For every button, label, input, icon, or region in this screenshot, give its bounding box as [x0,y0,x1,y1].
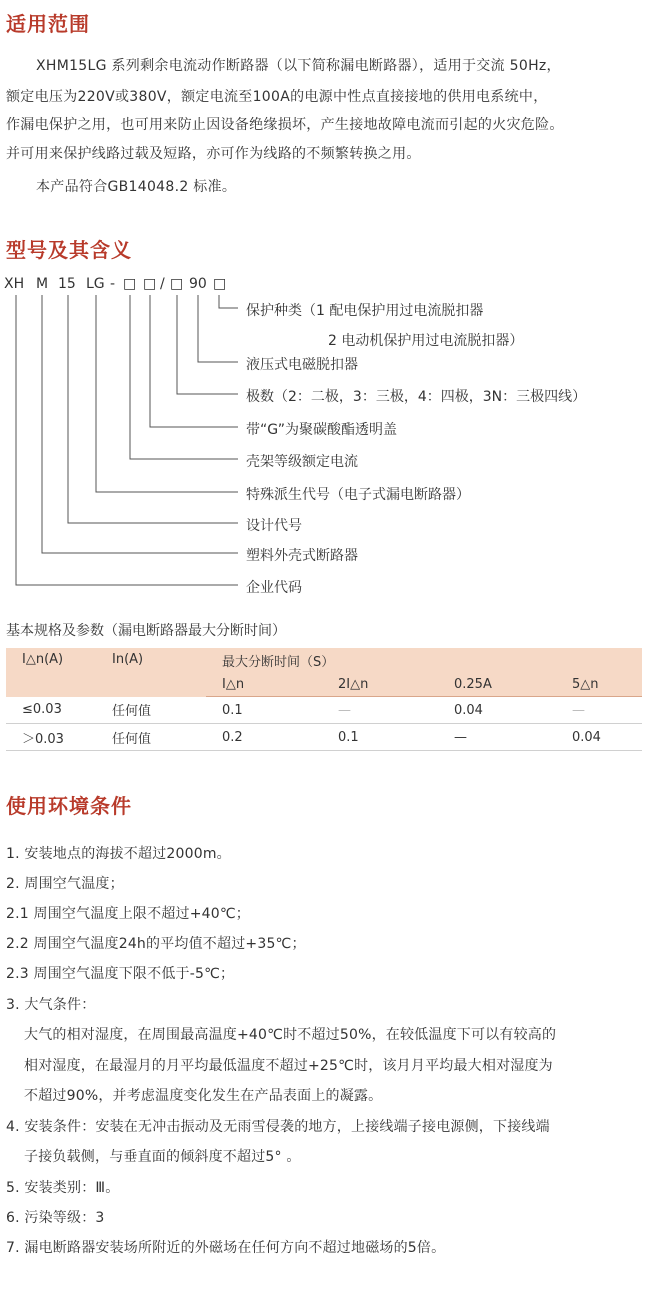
scope-line-1: XHM15LG 系列剩余电流动作断路器（以下简称漏电断路器），适用于交流 50Hz， [36,58,561,74]
env-line-2-3: 2.3 周围空气温度下限不低于-5℃； [6,966,235,982]
meaning-special-derivative: 特殊派生代号（电子式漏电断路器） [246,487,470,503]
col-header-max-break-time: 最大分断时间（S） [206,648,642,672]
sub-header-5dn: 5△n [556,672,642,697]
scope-line-3: 作漏电保护之用，也可用来防止因设备绝缘损坏，产生接地故障电流而引起的火灾危险。 [6,117,564,133]
cell-value: 0.04 [438,697,556,724]
sub-header-idn: I△n [206,672,322,697]
code-part-box-2: □ [143,276,157,292]
model-heading: 型号及其含义 [6,238,132,262]
env-line-3-c: 不超过90%，并考虑温度变化发生在产品表面上的凝露。 [24,1088,383,1104]
cell-idn: ＞0.03 [6,724,96,751]
code-part-90: 90 [189,276,207,292]
cell-value: 0.04 [556,724,642,751]
table-row [6,697,642,724]
code-part-box-4: □ [213,276,227,292]
spec-table-caption: 基本规格及参数（漏电断路器最大分断时间） [6,623,286,639]
cell-in: 任何值 [96,697,206,724]
scope-heading: 适用范围 [6,12,90,36]
cell-in: 任何值 [96,724,206,751]
meaning-hydraulic-trip: 液压式电磁脱扣器 [246,357,358,373]
meaning-moulded-case: 塑料外壳式断路器 [246,548,358,564]
cell-idn: ≤0.03 [6,697,96,724]
meaning-poles: 极数（2：二极，3：三极，4：四极，3N：三极四线） [246,389,587,405]
code-part-box-1: □ [123,276,137,292]
code-part-box-3: □ [170,276,184,292]
meaning-protection-type-2: 2 电动机保护用过电流脱扣器） [328,333,524,349]
env-line-7: 7. 漏电断路器安装场所附近的外磁场在任何方向不超过地磁场的5倍。 [6,1240,446,1256]
cell-value: — [556,697,642,724]
table-row [6,724,642,751]
meaning-frame-current: 壳架等级额定电流 [246,454,358,470]
col-header-in: In(A) [96,648,206,697]
cell-value: 0.1 [206,697,322,724]
cell-value: 0.2 [206,724,322,751]
code-part-slash: / [160,276,165,292]
cell-value: — [322,697,438,724]
spec-table [6,648,642,751]
env-line-4: 4. 安装条件：安装在无冲击振动及无雨雪侵袭的地方，上接线端子接电源侧，下接线端 [6,1119,550,1135]
code-part-xh: XH [4,276,25,292]
scope-line-2: 额定电压为220V或380V，额定电流至100A的电源中性点直接接地的供用电系统中， [6,89,548,105]
code-part-m: M [36,276,49,292]
scope-line-5: 本产品符合GB14048.2 标准。 [36,179,237,195]
env-line-2-1: 2.1 周围空气温度上限不超过+40℃； [6,906,250,922]
environment-heading: 使用环境条件 [6,794,132,818]
meaning-protection-type: 保护种类（1 配电保护用过电流脱扣器 [246,303,484,319]
code-part-dash: - [110,276,116,292]
code-part-lg: LG [86,276,105,292]
col-header-idn: I△n(A) [6,648,96,697]
cell-value: 0.1 [322,724,438,751]
meaning-company-code: 企业代码 [246,580,302,596]
env-line-6: 6. 污染等级：3 [6,1210,105,1226]
meaning-design-code: 设计代号 [246,518,302,534]
sub-header-2idn: 2I△n [322,672,438,697]
env-line-1: 1. 安装地点的海拔不超过2000m。 [6,846,231,862]
env-line-3-a: 大气的相对湿度，在周围最高温度+40℃时不超过50%，在较低温度下可以有较高的 [24,1027,557,1043]
env-line-2: 2. 周围空气温度； [6,876,124,892]
env-line-3-b: 相对湿度，在最湿月的月平均最低温度不超过+25℃时，该月月平均最大相对湿度为 [24,1058,553,1074]
env-line-5: 5. 安装类别：Ⅲ。 [6,1180,120,1196]
sub-header-025a: 0.25A [438,672,556,697]
env-line-4-b: 子接负载侧，与垂直面的倾斜度不超过5° 。 [24,1149,301,1165]
cell-value: — [438,724,556,751]
meaning-transparent-cover: 带“G”为聚碳酸酯透明盖 [246,422,398,438]
code-part-15: 15 [58,276,76,292]
env-line-3: 3. 大气条件： [6,997,96,1013]
env-line-2-2: 2.2 周围空气温度24h的平均值不超过+35℃； [6,936,306,952]
scope-line-4: 并可用来保护线路过载及短路，亦可作为线路的不频繁转换之用。 [6,146,421,162]
